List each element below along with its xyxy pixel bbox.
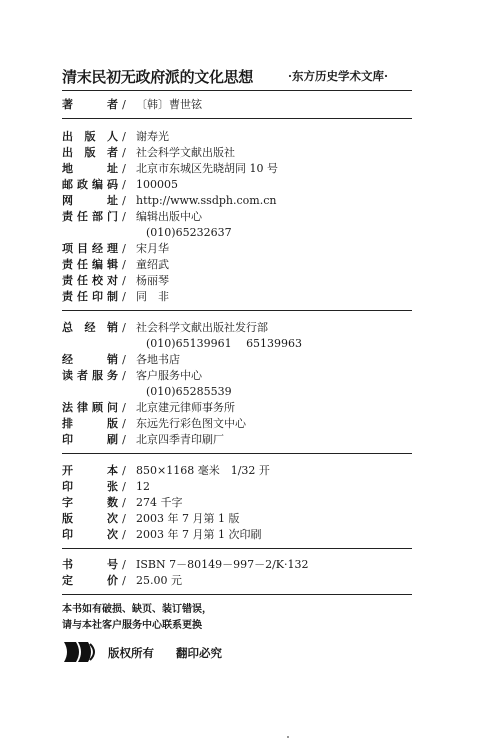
separator: / bbox=[122, 146, 126, 159]
separator: / bbox=[122, 210, 126, 223]
author-label: 著者 bbox=[62, 98, 118, 111]
separator: / bbox=[122, 417, 126, 430]
info-label: 印张 bbox=[62, 480, 118, 493]
info-label: 法律顾问 bbox=[62, 401, 118, 414]
separator: / bbox=[122, 321, 126, 334]
info-label: 网址 bbox=[62, 194, 118, 207]
separator: / bbox=[122, 433, 126, 446]
info-value: 北京市东城区先晓胡同 10 号 bbox=[136, 162, 278, 175]
separator: / bbox=[122, 178, 126, 191]
divider-isbn bbox=[62, 594, 412, 595]
separator: / bbox=[122, 480, 126, 493]
separator: / bbox=[122, 130, 126, 143]
info-label: 出版人 bbox=[62, 130, 118, 143]
separator: / bbox=[122, 528, 126, 541]
info-value: 谢寿光 bbox=[136, 130, 169, 143]
info-value: 东远先行彩色图文中心 bbox=[136, 417, 246, 430]
info-label: 责任校对 bbox=[62, 274, 118, 287]
info-value: 北京四季青印刷厂 bbox=[136, 433, 224, 446]
separator: / bbox=[122, 369, 126, 382]
separator: / bbox=[122, 162, 126, 175]
info-value: 童绍武 bbox=[136, 258, 169, 271]
separator: / bbox=[122, 258, 126, 271]
info-value: 客户服务中心 bbox=[136, 369, 202, 382]
isbn-value: ISBN 7－80149－997－2/K·132 bbox=[136, 558, 309, 571]
info-label: 定价 bbox=[62, 574, 118, 587]
separator: / bbox=[122, 401, 126, 414]
divider-format bbox=[62, 548, 412, 549]
info-value: 274 千字 bbox=[136, 496, 183, 509]
book-title: 清末民初无政府派的文化思想 bbox=[62, 68, 254, 86]
separator: / bbox=[122, 274, 126, 287]
info-label: 责任编辑 bbox=[62, 258, 118, 271]
copyright-block bbox=[62, 640, 262, 664]
info-value: 各地书店 bbox=[136, 353, 180, 366]
info-value: 编辑出版中心 bbox=[136, 210, 202, 223]
info-label: 责任部门 bbox=[62, 210, 118, 223]
separator: / bbox=[122, 290, 126, 303]
info-value: 北京建元律师事务所 bbox=[136, 401, 235, 414]
phone-value: (010)65232637 bbox=[146, 226, 232, 239]
info-value: 850×1168 毫米 1/32 开 bbox=[136, 464, 270, 477]
damage-notice-line-2: 请与本社客户服务中心联系更换 bbox=[62, 620, 202, 631]
info-label: 字数 bbox=[62, 496, 118, 509]
info-label: 地址 bbox=[62, 162, 118, 175]
info-label: 经销 bbox=[62, 353, 118, 366]
scan-speck bbox=[287, 736, 289, 738]
separator: / bbox=[122, 98, 126, 111]
damage-notice-line-1: 本书如有破损、缺页、装订错误， bbox=[62, 604, 212, 615]
phone-value: (010)65285539 bbox=[146, 385, 232, 398]
info-value: 杨丽琴 bbox=[136, 274, 169, 287]
no-reprint-text: 翻印必究 bbox=[176, 646, 222, 660]
title-row bbox=[62, 66, 412, 88]
separator: / bbox=[122, 464, 126, 477]
phone-value: (010)65139961 65139963 bbox=[146, 337, 303, 350]
separator: / bbox=[122, 558, 126, 571]
divider-distribution bbox=[62, 453, 412, 454]
publisher-logo-icon bbox=[62, 640, 100, 664]
divider-publication bbox=[62, 310, 412, 311]
separator: / bbox=[122, 194, 126, 207]
info-value: 12 bbox=[136, 480, 150, 493]
info-label: 排版 bbox=[62, 417, 118, 430]
separator: / bbox=[122, 512, 126, 525]
website-value: http://www.ssdph.com.cn bbox=[136, 194, 277, 207]
info-label: 责任印制 bbox=[62, 290, 118, 303]
separator: / bbox=[122, 496, 126, 509]
info-label: 版次 bbox=[62, 512, 118, 525]
rights-reserved-text: 版权所有 bbox=[108, 646, 154, 660]
price-value: 25.00 元 bbox=[136, 574, 182, 587]
series-name: ·东方历史学术文库· bbox=[288, 69, 389, 83]
info-value: 2003 年 7 月第 1 版 bbox=[136, 512, 240, 525]
info-label: 邮政编码 bbox=[62, 178, 118, 191]
info-label: 书号 bbox=[62, 558, 118, 571]
separator: / bbox=[122, 242, 126, 255]
info-label: 印次 bbox=[62, 528, 118, 541]
separator: / bbox=[122, 574, 126, 587]
info-value: 同 非 bbox=[136, 290, 169, 303]
author-value: 〔韩〕曹世铉 bbox=[136, 98, 202, 111]
info-value: 社会科学文献出版社 bbox=[136, 146, 235, 159]
info-value: 2003 年 7 月第 1 次印刷 bbox=[136, 528, 262, 541]
separator: / bbox=[122, 353, 126, 366]
info-label: 读者服务 bbox=[62, 369, 118, 382]
info-label: 项目经理 bbox=[62, 242, 118, 255]
info-label: 开本 bbox=[62, 464, 118, 477]
divider-title bbox=[62, 90, 412, 91]
info-label: 印刷 bbox=[62, 433, 118, 446]
info-value: 社会科学文献出版社发行部 bbox=[136, 321, 268, 334]
info-label: 出版者 bbox=[62, 146, 118, 159]
info-label: 总经销 bbox=[62, 321, 118, 334]
divider-author bbox=[62, 118, 412, 119]
info-value: 宋月华 bbox=[136, 242, 169, 255]
info-value: 100005 bbox=[136, 178, 178, 191]
